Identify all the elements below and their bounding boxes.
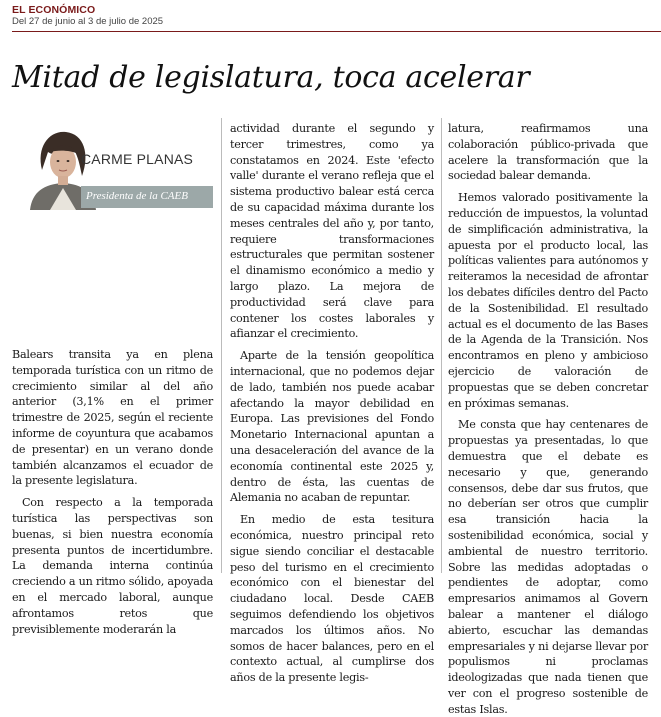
article-column-3	[448, 121, 648, 717]
article-column-1	[12, 347, 213, 637]
author-role: Presidenta de la CAEB	[86, 190, 188, 202]
column-divider	[441, 118, 442, 573]
paragraph: Balears transita ya en plena temporada turística con un ritmo de crecimiento similar al del año anterior (3,1% en el primer trimestre de 2025, según el reciente informe de coyuntura que acabamos de presentar) en un verano donde también alcanzamos el ecuador de la presente legislatura.	[12, 348, 213, 488]
article-column-2	[230, 121, 434, 686]
paragraph: Me consta que hay centenares de propuestas ya presentadas, lo que demuestra que el debate es necesario y que, generando consensos, debe dar sus frutos, que no deberían ser otros que cumplir esa transición hacia la sostenibilidad económica, social y ambiental de nuestro territorio. Sobre las medidas adoptadas o pendientes de adoptar, como empresarios animamos al Govern balear a mantener el diálogo abierto, escuchar las demandas empresariales y ni dejarse llevar por populismos ni proclamas ideologizadas que nada tienen que ver con el progreso sostenible de estas Islas.	[448, 418, 648, 716]
paragraph: Hemos valorado positivamente la reducción de impuestos, la voluntad de simplificación administrativa, la apuesta por el producto local, las políticas valientes para autónomos y reiteramos la necesidad de afrontar los debates difíciles dentro del Pacto de la Sostenibilidad. El resultado actual es el documento de las Bases de la Agenda de la Transición. Nos encontramos en pleno y ambicioso ejercicio de valoración de propuestas que se deben concretar en próximas semanas.	[448, 191, 648, 410]
article-headline: Mitad de legislatura, toca acelerar	[12, 60, 530, 95]
issue-dates: Del 27 de junio al 3 de julio de 2025	[12, 16, 164, 27]
author-name: CARME PLANAS	[81, 151, 194, 167]
paragraph: actividad durante el segundo y tercer trimestres, como ya constatamos en 2024. Este 'efecto valle' durante el verano refleja que el sistema productivo balear está cerca de su capacidad máxima durante los meses centrales del año y, por tanto, requiere transformaciones estructurales que permitan sostener el dinamismo económico a medio y largo plazo. La mejora de productividad será clave para contener los costes laborales y afianzar el crecimiento.	[230, 122, 434, 341]
masthead	[12, 4, 163, 28]
column-divider	[221, 118, 222, 573]
masthead-rule	[12, 31, 661, 32]
paragraph: Con respecto a la temporada turística las perspectivas son buenas, si bien nuestra economía presenta puntos de incertidumbre. La demanda interna continúa creciendo a un ritmo sólido, apoyada en el mercado laboral, aunque afrontamos retos que previsiblemente moderarán la	[12, 496, 213, 636]
paragraph: Aparte de la tensión geopolítica internacional, que no podemos dejar de lado, también nos puede acabar afectando la mayor debilidad en Europa. Las previsiones del Fondo Monetario Internacional apuntan a una desaceleración del avance de la economía continental este 2025 y, dentro de ésta, las cuentas de Alemania no acaban de repuntar.	[230, 349, 434, 505]
paragraph: En medio de esta tesitura económica, nuestro principal reto sigue siendo conciliar el destacable peso del turismo en el crecimiento económico con el bienestar del ciudadano local. Desde CAEB seguimos defendiendo los objetivos marcados los últimos años. No somos de hacer balances, pero en el contexto actual, al cumplirse dos años de la presente legis-	[230, 513, 434, 685]
publication-name: EL ECONÓMICO	[12, 4, 96, 16]
paragraph: latura, reafirmamos una colaboración público-privada que acelere la transformación que la sociedad balear demanda.	[448, 122, 648, 183]
